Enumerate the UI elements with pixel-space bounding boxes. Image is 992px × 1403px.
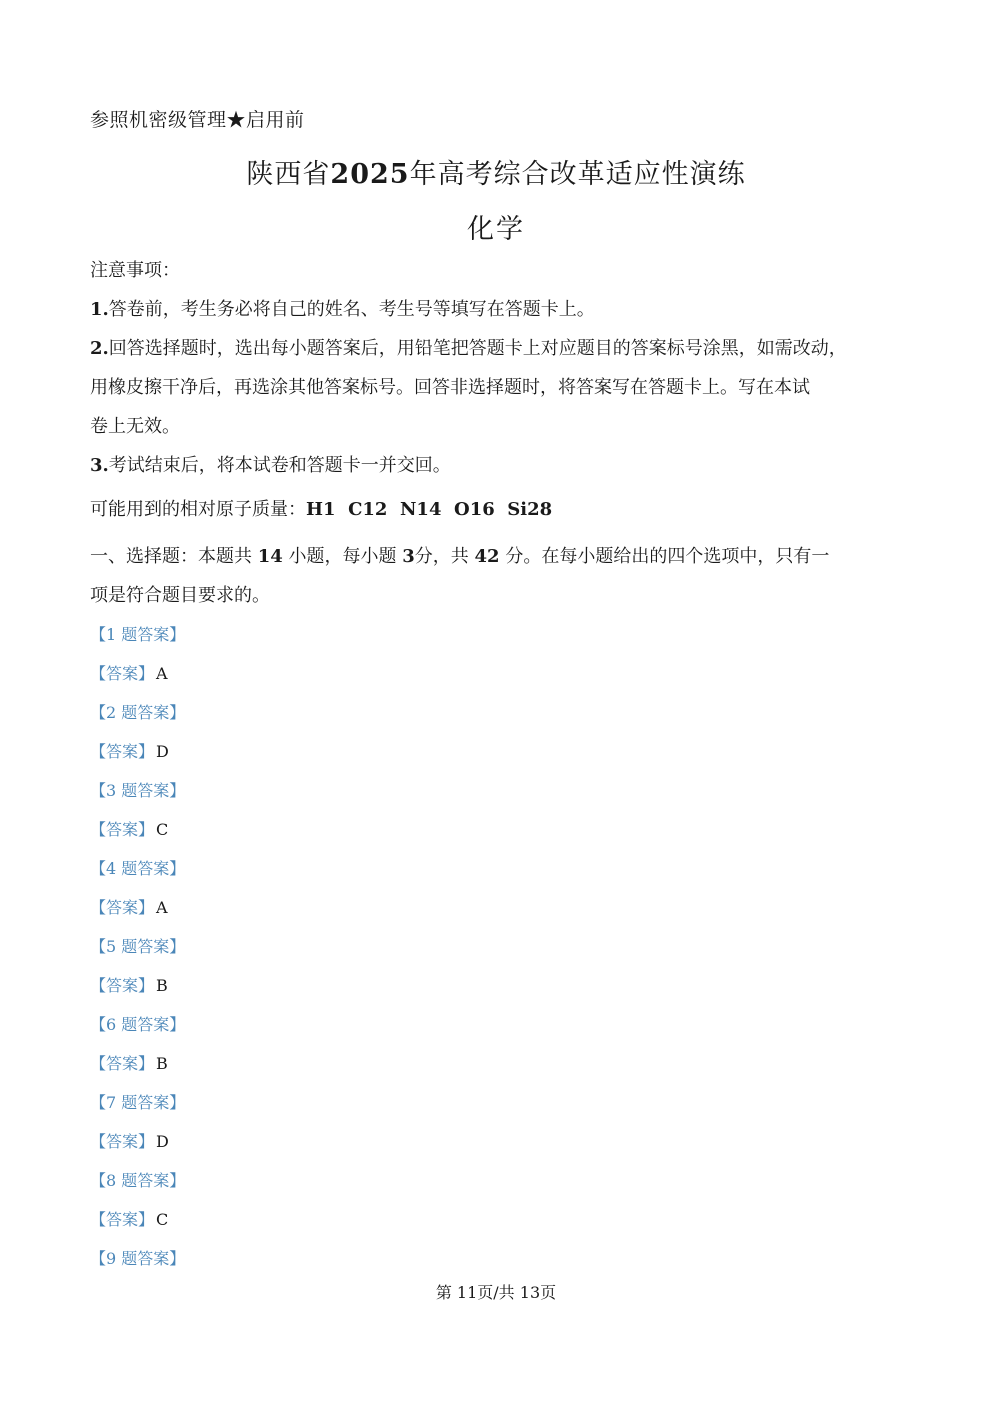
answer-line: 【答案】 A [90,664,168,683]
note-line: 3.考试结束后，将本试卷和答题卡一并交回。 [90,455,451,476]
confidentiality-notice: 参照机密级管理★启用前 [90,109,305,131]
atomic-mass-line [90,490,902,529]
answer-header: 【6 题答案】 [90,1015,186,1034]
answer-line: 【答案】 A [90,898,168,917]
subject-title: 化学 [467,214,525,245]
atomic-mass-label: 可能用到的相对原子质量： [90,499,306,520]
section-instruction: 一、选择题：本题共 14 小题，每小题 3分，共 42 分。在每小题给出的四个选项中，只有一 [90,546,830,567]
exam-title [0,152,992,191]
answer-line: 【答案】 C [90,820,169,839]
answer-header: 【5 题答案】 [90,937,186,956]
answer-line: 【答案】 B [90,976,168,995]
answer-header: 【4 题答案】 [90,859,186,878]
page-footer: 第 11页/共 13页 [435,1283,557,1302]
note-line: 1.答卷前，考生务必将自己的姓名、考生号等填写在答题卡上。 [90,299,595,320]
notes-heading: 注意事项： [90,260,180,281]
answer-header: 【2 题答案】 [90,703,186,722]
note-line: 2.回答选择题时，选出每小题答案后，用铅笔把答题卡上对应题目的答案标号涂黑，如需改动， [90,338,847,359]
answer-line: 【答案】 D [90,1132,169,1151]
answer-line: 【答案】 B [90,1054,168,1073]
answer-header: 【7 题答案】 [90,1093,186,1112]
note-line: 卷上无效。 [90,416,180,437]
section-instruction-line2: 项是符合题目要求的。 [90,585,270,606]
title-suffix: 年高考综合改革适应性演练 [409,159,746,190]
answer-header: 【9 题答案】 [90,1249,186,1268]
note-line: 用橡皮擦干净后，再选涂其他答案标号。回答非选择题时，将答案写在答题卡上。写在本试 [90,377,810,398]
title-year: 2025 [330,159,410,190]
answer-header: 【8 题答案】 [90,1171,186,1190]
answer-line: 【答案】 D [90,742,169,761]
answer-header: 【3 题答案】 [90,781,186,800]
atomic-mass-values: H1 C12 N14 O16 Si28 [306,499,553,520]
answer-line: 【答案】 C [90,1210,169,1229]
answer-header: 【1 题答案】 [90,625,186,644]
title-prefix: 陕西省 [246,159,331,190]
